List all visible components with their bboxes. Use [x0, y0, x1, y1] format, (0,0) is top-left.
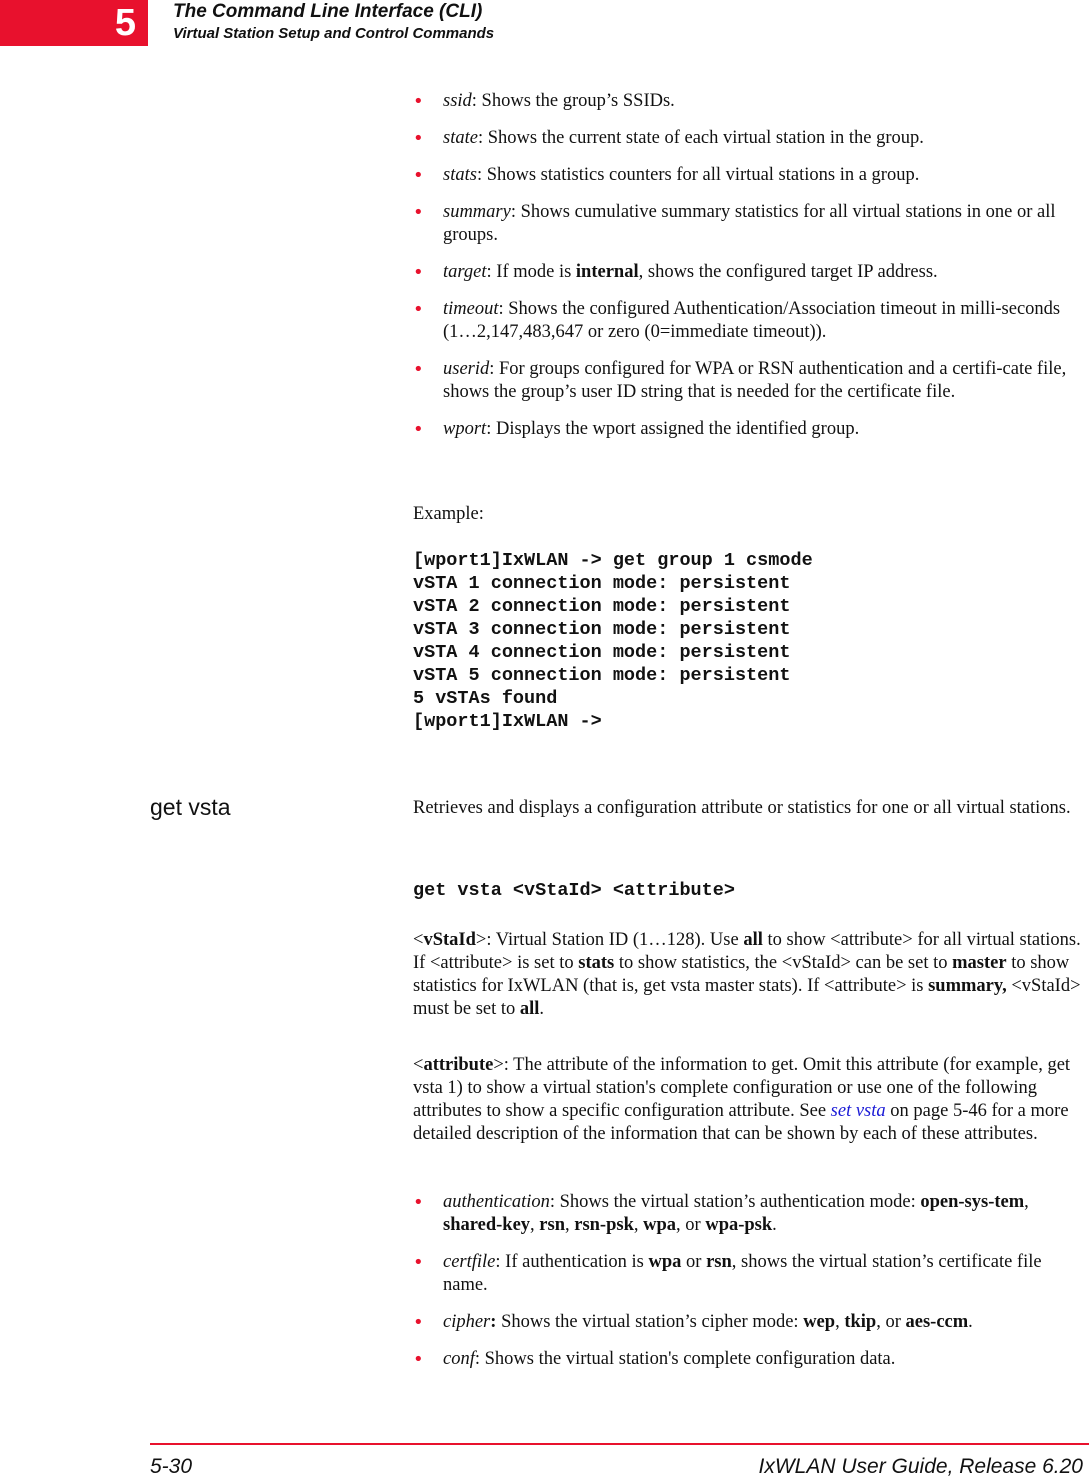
text: <vStaId> must be set to	[413, 976, 1081, 1019]
list-item	[413, 1191, 1085, 1237]
bullet-icon: •	[413, 1312, 424, 1333]
attribute-paragraph	[413, 1054, 1085, 1146]
text: <	[413, 1055, 424, 1075]
term: stats	[443, 165, 477, 185]
text: .	[539, 999, 545, 1019]
term: target	[443, 262, 487, 282]
text: : Shows the virtual station's complete configuration data.	[474, 1349, 896, 1369]
section-heading: get vsta	[150, 794, 231, 820]
bold-term: summary,	[928, 976, 1007, 996]
bold-value: internal	[575, 262, 639, 282]
bold-value: wpa-psk	[705, 1215, 773, 1235]
bold-value: rsn	[706, 1252, 732, 1272]
list-item	[413, 164, 1085, 187]
text: .	[968, 1312, 973, 1332]
bullet-icon: •	[413, 1252, 424, 1273]
list-item-text: , shows the configured target IP address.	[638, 262, 938, 282]
bold-value: open-sys-tem	[920, 1192, 1025, 1212]
bold-term: attribute	[423, 1055, 494, 1075]
code-line: [wport1]IxWLAN -> get group 1 csmode	[413, 550, 813, 571]
list-item-text: : Shows the configured Authentication/Association timeout in milli-seconds (1…2,147,483,647 or zero (0=immediate timeout)).	[443, 299, 1061, 342]
code-line: vSTA 3 connection mode: persistent	[413, 619, 791, 640]
bold-term: master	[952, 953, 1007, 973]
text: to show <attribute> for all virtual stations. If <attribute> is set to	[413, 930, 1081, 973]
list-item	[413, 1251, 1085, 1297]
bullet-icon: •	[413, 128, 424, 149]
list-item	[413, 261, 1085, 284]
list-item	[413, 90, 1085, 113]
chapter-number: 5	[114, 1, 136, 44]
list-item-text: : Shows the current state of each virtual station in the group.	[477, 128, 924, 148]
text: .	[772, 1215, 777, 1235]
list-item	[413, 127, 1085, 150]
code-line: vSTA 4 connection mode: persistent	[413, 642, 791, 663]
vstaid-paragraph	[413, 929, 1085, 1021]
bold-term: all	[519, 999, 540, 1019]
bullet-icon: •	[413, 299, 424, 320]
term: authentication	[443, 1192, 550, 1212]
chapter-tab	[0, 0, 148, 46]
bullet-icon: •	[413, 419, 424, 440]
list-item-text: : Shows statistics counters for all virtual stations in a group.	[476, 165, 920, 185]
footer-rule	[150, 1443, 1089, 1445]
example-label: Example:	[413, 504, 484, 524]
text: or	[681, 1252, 707, 1272]
term: timeout	[443, 299, 499, 319]
running-header-title: The Command Line Interface (CLI)	[173, 1, 483, 22]
bold-value: wpa	[648, 1252, 682, 1272]
list-item-text: : Shows cumulative summary statistics for all virtual stations in one or all groups.	[443, 202, 1056, 245]
text: ,	[633, 1215, 644, 1235]
list-item-text: : If mode is	[486, 262, 576, 282]
set-vsta-link[interactable]: set vsta	[830, 1101, 886, 1121]
bullet-icon: •	[413, 1192, 424, 1213]
code-line: vSTA 2 connection mode: persistent	[413, 596, 791, 617]
bullet-icon: •	[413, 91, 424, 112]
text: , shows the virtual station’s certificate file name.	[443, 1252, 1042, 1295]
bold-term: vStaId	[423, 930, 476, 950]
text: >: Virtual Station ID (1…128). Use	[475, 930, 744, 950]
term: cipher	[443, 1312, 491, 1332]
list-item-text: : For groups configured for WPA or RSN authentication and a certifi-cate file, shows the group’s user ID string that is needed for the certificate file.	[443, 359, 1067, 402]
bold-value: rsn-psk	[574, 1215, 634, 1235]
syntax-line: get vsta <vStaId> <attribute>	[413, 880, 735, 901]
term: ssid	[443, 91, 472, 111]
list-item	[413, 201, 1085, 247]
term: userid	[443, 359, 490, 379]
bold-value: tkip	[844, 1312, 877, 1332]
section-description: Retrieves and displays a configuration attribute or statistics for one or all virtual stations.	[413, 798, 1071, 818]
bullet-icon: •	[413, 165, 424, 186]
term: wport	[443, 419, 487, 439]
term: certfile	[443, 1252, 496, 1272]
text: : Shows the virtual station’s authentication mode:	[549, 1192, 921, 1212]
attribute-list-bottom	[413, 1191, 1085, 1385]
text: ,	[1024, 1192, 1029, 1212]
bullet-icon: •	[413, 359, 424, 380]
example-code-block	[413, 549, 1085, 733]
text: to show statistics, the <vStaId> can be set to	[614, 953, 953, 973]
bullet-icon: •	[413, 1349, 424, 1370]
text: <	[413, 930, 424, 950]
term: conf	[443, 1349, 475, 1369]
bold-term: stats	[578, 953, 615, 973]
term: summary	[443, 202, 511, 222]
text: to show statistics for IxWLAN (that is, get vsta master stats). If <attribute> is	[413, 953, 1070, 996]
text: ,	[530, 1215, 540, 1235]
list-item	[413, 298, 1085, 344]
bold-value: wpa	[643, 1215, 677, 1235]
page-number: 5-30	[150, 1455, 193, 1478]
text: ,	[564, 1215, 575, 1235]
text: ,	[835, 1312, 845, 1332]
attribute-list-top	[413, 90, 1085, 455]
list-item-text: : Shows the group’s SSIDs.	[471, 91, 675, 111]
text: >: The attribute of the information to get. Omit this attribute (for example, get vsta 1) to show a virtual station's complete configuration or use one of the following attributes to show a specific configuration attribute. See	[413, 1055, 1071, 1121]
running-header-subtitle: Virtual Station Setup and Control Commands	[173, 25, 495, 42]
text: , or	[676, 1215, 706, 1235]
text: on page 5-46 for a more detailed description of the information that can be shown by each of these attributes.	[413, 1101, 1069, 1144]
bullet-icon: •	[413, 202, 424, 223]
bullet-icon: •	[413, 262, 424, 283]
bold-term: all	[743, 930, 763, 950]
code-line: vSTA 1 connection mode: persistent	[413, 573, 791, 594]
bold-value: shared-key	[443, 1215, 531, 1235]
code-line: vSTA 5 connection mode: persistent	[413, 665, 791, 686]
list-item	[413, 358, 1085, 404]
bold-value: wep	[803, 1312, 836, 1332]
bold-value: rsn	[539, 1215, 565, 1235]
list-item-text: : Displays the wport assigned the identified group.	[486, 419, 860, 439]
text: : If authentication is	[495, 1252, 649, 1272]
text: Shows the virtual station’s cipher mode:	[496, 1312, 804, 1332]
list-item	[413, 418, 1085, 441]
guide-title: IxWLAN User Guide, Release 6.20	[758, 1455, 1083, 1478]
code-line: 5 vSTAs found	[413, 688, 558, 709]
text: , or	[876, 1312, 906, 1332]
bold-value: :	[490, 1312, 497, 1332]
list-item	[413, 1311, 1085, 1334]
term: state	[443, 128, 478, 148]
code-line: [wport1]IxWLAN ->	[413, 711, 602, 732]
bold-value: aes-ccm	[905, 1312, 969, 1332]
list-item	[413, 1348, 1085, 1371]
